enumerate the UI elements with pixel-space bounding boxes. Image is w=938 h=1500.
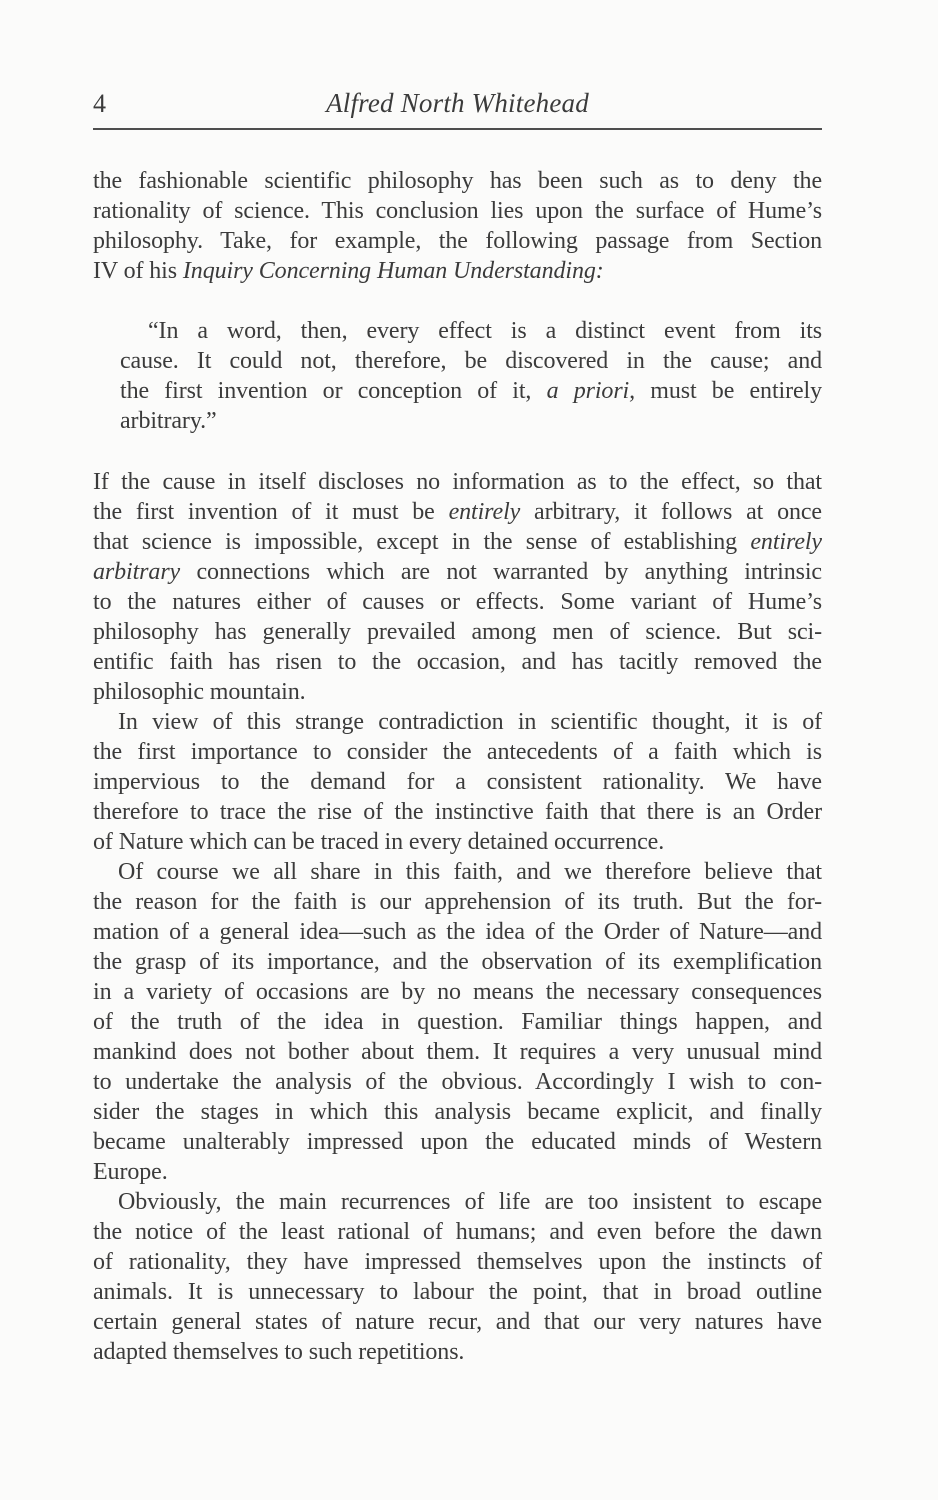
italic-text-run: arbitrary [93, 559, 181, 585]
text-run: the notice of the least rational of humans; and even before the dawn [93, 1219, 822, 1245]
text-run: philosophy has generally prevailed among men of science. But sci- [93, 619, 822, 645]
text-line [93, 1187, 822, 1217]
text-line [93, 857, 822, 887]
text-line [93, 647, 822, 677]
text-run: of rationality, they have impressed themselves upon the instincts of [93, 1249, 822, 1275]
text-line [93, 917, 822, 947]
text-line [93, 497, 822, 527]
text-run: mankind does not bother about them. It requires a very unusual mind [93, 1039, 822, 1065]
text-run: IV of his [93, 258, 183, 284]
text-line [120, 406, 822, 436]
text-line [93, 527, 822, 557]
text-line [93, 256, 822, 286]
text-run: Of course we all share in this faith, and we therefore believe that [118, 859, 822, 885]
text-run: to the natures either of causes or effects. Some variant of Hume’s [93, 589, 822, 615]
text-run: certain general states of nature recur, and that our very natures have [93, 1309, 822, 1335]
text-line [93, 617, 822, 647]
text-run: If the cause in itself discloses no information as to the effect, so that [93, 469, 822, 495]
text-run: arbitrary.” [120, 408, 217, 434]
text-line [93, 226, 822, 256]
text-line [93, 947, 822, 977]
text-run: sider the stages in which this analysis became explicit, and finally [93, 1099, 822, 1125]
text-run: in a variety of occasions are by no means the necessary consequences [93, 979, 822, 1005]
text-run: the grasp of its importance, and the observation of its exemplification [93, 949, 822, 975]
page-number: 4 [93, 89, 106, 118]
text-line [93, 1217, 822, 1247]
text-run: In view of this strange contradiction in scientific thought, it is of [118, 709, 822, 735]
paragraph [93, 707, 822, 857]
text-line [93, 767, 822, 797]
italic-text-run: Inquiry Concerning Human Understanding: [182, 258, 604, 284]
text-run: the first invention or conception of it, [120, 378, 547, 404]
text-line [93, 677, 822, 707]
text-run: Europe. [93, 1159, 168, 1185]
text-run: the reason for the faith is our apprehension of its truth. But the for- [93, 889, 822, 915]
text-line [120, 316, 822, 346]
text-line [93, 1337, 822, 1367]
paragraph [93, 857, 822, 1187]
text-line [93, 1007, 822, 1037]
text-run: arbitrary, it follows at once [520, 499, 822, 525]
text-run: the first importance to consider the antecedents of a faith which is [93, 739, 822, 765]
text-run: therefore to trace the rise of the instinctive faith that there is an Order [93, 799, 822, 825]
text-run: to undertake the analysis of the obvious. Accordingly I wish to con- [93, 1069, 822, 1095]
header-rule [93, 128, 822, 130]
text-line [93, 1247, 822, 1277]
paragraph [93, 467, 822, 707]
paragraph [93, 1187, 822, 1367]
text-line [93, 827, 822, 857]
block-quote [93, 316, 822, 436]
text-line [93, 797, 822, 827]
text-run: must be entirely [635, 378, 822, 404]
text-run: the fashionable scientific philosophy has been such as to deny the [93, 168, 822, 194]
text-run: of the truth of the idea in question. Familiar things happen, and [93, 1009, 822, 1035]
text-run: animals. It is unnecessary to labour the point, that in broad outline [93, 1279, 822, 1305]
text-run: philosophic mountain. [93, 679, 306, 705]
text-run: entific faith has risen to the occasion, and has tacitly removed the [93, 649, 822, 675]
italic-text-run: entirely [448, 499, 521, 525]
italic-text-run: a priori, [546, 378, 636, 404]
text-line [93, 467, 822, 497]
text-line [93, 977, 822, 1007]
italic-text-run: entirely [750, 529, 822, 555]
text-line [93, 1277, 822, 1307]
text-run: Obviously, the main recurrences of life are too insistent to escape [118, 1189, 822, 1215]
text-line [93, 196, 822, 226]
page-header [93, 88, 822, 120]
running-head-title: Alfred North Whitehead [326, 88, 589, 118]
text-run: that science is impossible, except in the sense of establishing [93, 529, 751, 555]
text-line [93, 1307, 822, 1337]
text-line [93, 1127, 822, 1157]
text-line [93, 707, 822, 737]
text-line [93, 737, 822, 767]
text-line [93, 166, 822, 196]
text-line [120, 376, 822, 406]
text-run: “In a word, then, every effect is a distinct event from its [148, 318, 822, 344]
text-line [93, 887, 822, 917]
text-line [93, 557, 822, 587]
text-run: rationality of science. This conclusion lies upon the surface of Hume’s [93, 198, 822, 224]
text-line [93, 1067, 822, 1097]
text-line [120, 346, 822, 376]
text-run: adapted themselves to such repetitions. [93, 1339, 465, 1365]
text-run: impervious to the demand for a consistent rationality. We have [93, 769, 822, 795]
text-line [93, 1037, 822, 1067]
page-body [93, 166, 822, 1367]
text-run: became unalterably impressed upon the educated minds of Western [93, 1129, 822, 1155]
text-line [93, 1157, 822, 1187]
paragraph [93, 166, 822, 286]
text-line [93, 1097, 822, 1127]
text-run: connections which are not warranted by anything intrinsic [180, 559, 822, 585]
text-run: mation of a general idea—such as the idea of the Order of Nature—and [93, 919, 822, 945]
text-line [93, 587, 822, 617]
text-run: philosophy. Take, for example, the following passage from Section [93, 228, 822, 254]
text-run: the first invention of it must be [93, 499, 449, 525]
text-run: of Nature which can be traced in every detained occurrence. [93, 829, 665, 855]
text-run: cause. It could not, therefore, be discovered in the cause; and [120, 348, 822, 374]
